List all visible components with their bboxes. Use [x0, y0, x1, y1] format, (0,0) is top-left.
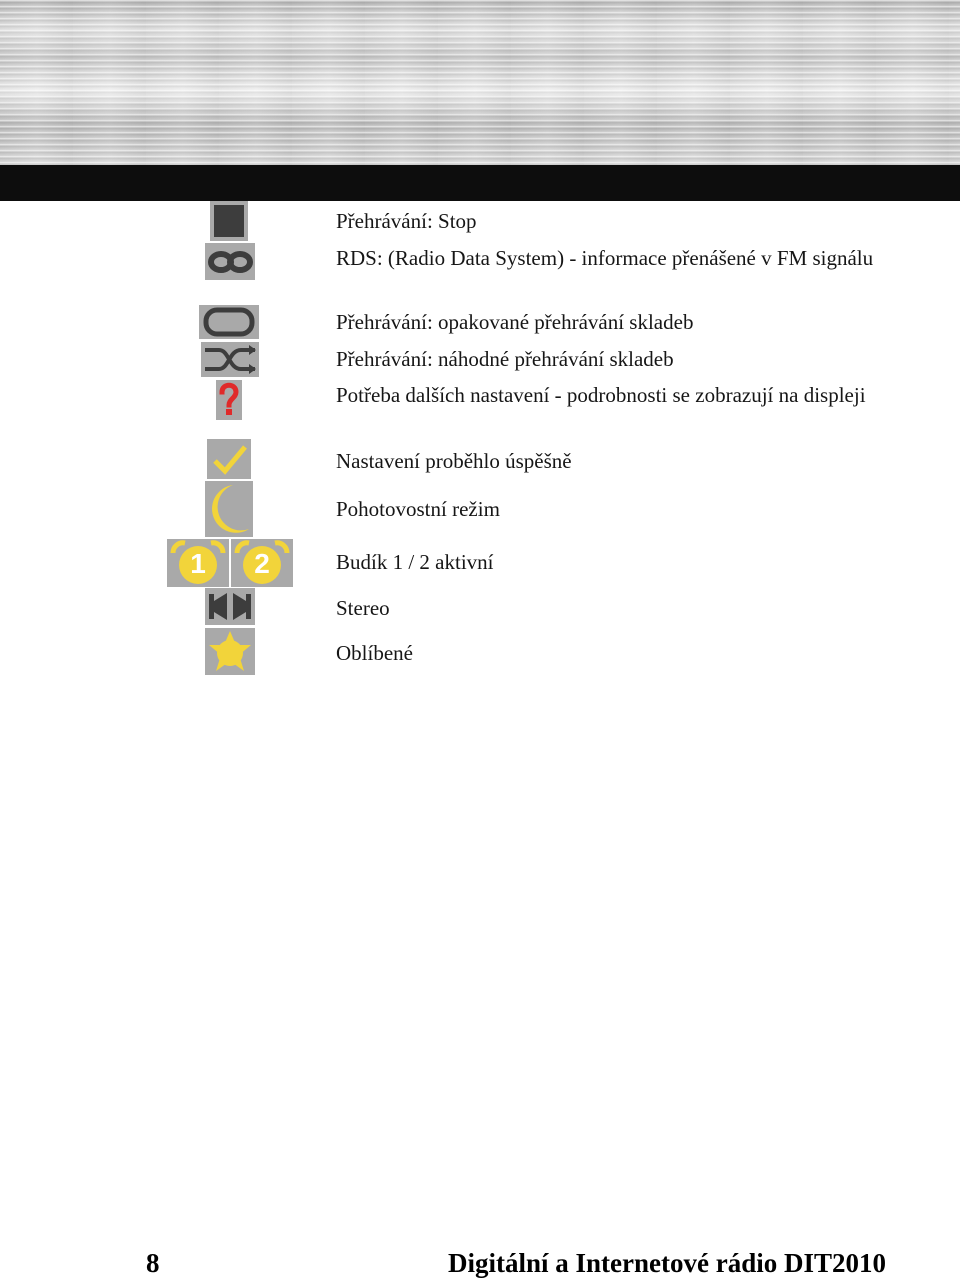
rds-icon	[205, 243, 255, 280]
alarm-1-number: 1	[190, 548, 206, 579]
item-stereo-label: Stereo	[336, 596, 390, 620]
page-number: 8	[146, 1248, 160, 1278]
header-brushed-metal	[0, 0, 960, 165]
item-settings-needed-label: Potřeba dalších nastavení - podrobnosti se zobrazují na displeji	[336, 383, 866, 407]
item-rds-label: RDS: (Radio Data System) - informace přenášené v FM signálu	[336, 246, 874, 270]
alarm-icons	[167, 539, 293, 587]
item-success-label: Nastavení proběhlo úspěšně	[336, 449, 572, 473]
moon-icon	[205, 481, 253, 537]
item-favourites-label: Oblíbené	[336, 641, 413, 665]
question-icon	[216, 380, 242, 420]
stereo-icon	[205, 588, 255, 625]
item-repeat-label: Přehrávání: opakované přehrávání skladeb	[336, 310, 694, 334]
checkmark-icon	[207, 439, 251, 479]
item-stop-label: Přehrávání: Stop	[336, 209, 477, 233]
repeat-icon	[199, 305, 259, 339]
alarm-2-number: 2	[254, 548, 270, 579]
item-standby-label: Pohotovostní režim	[336, 497, 500, 521]
shuffle-icon	[201, 342, 259, 377]
header-black-bar	[0, 165, 960, 201]
star-icon	[205, 628, 255, 675]
item-shuffle-label: Přehrávání: náhodné přehrávání skladeb	[336, 347, 674, 371]
item-alarm-label: Budík 1 / 2 aktivní	[336, 550, 494, 574]
footer-title: Digitální a Internetové rádio DIT2010	[448, 1248, 886, 1278]
stop-icon	[210, 201, 248, 241]
